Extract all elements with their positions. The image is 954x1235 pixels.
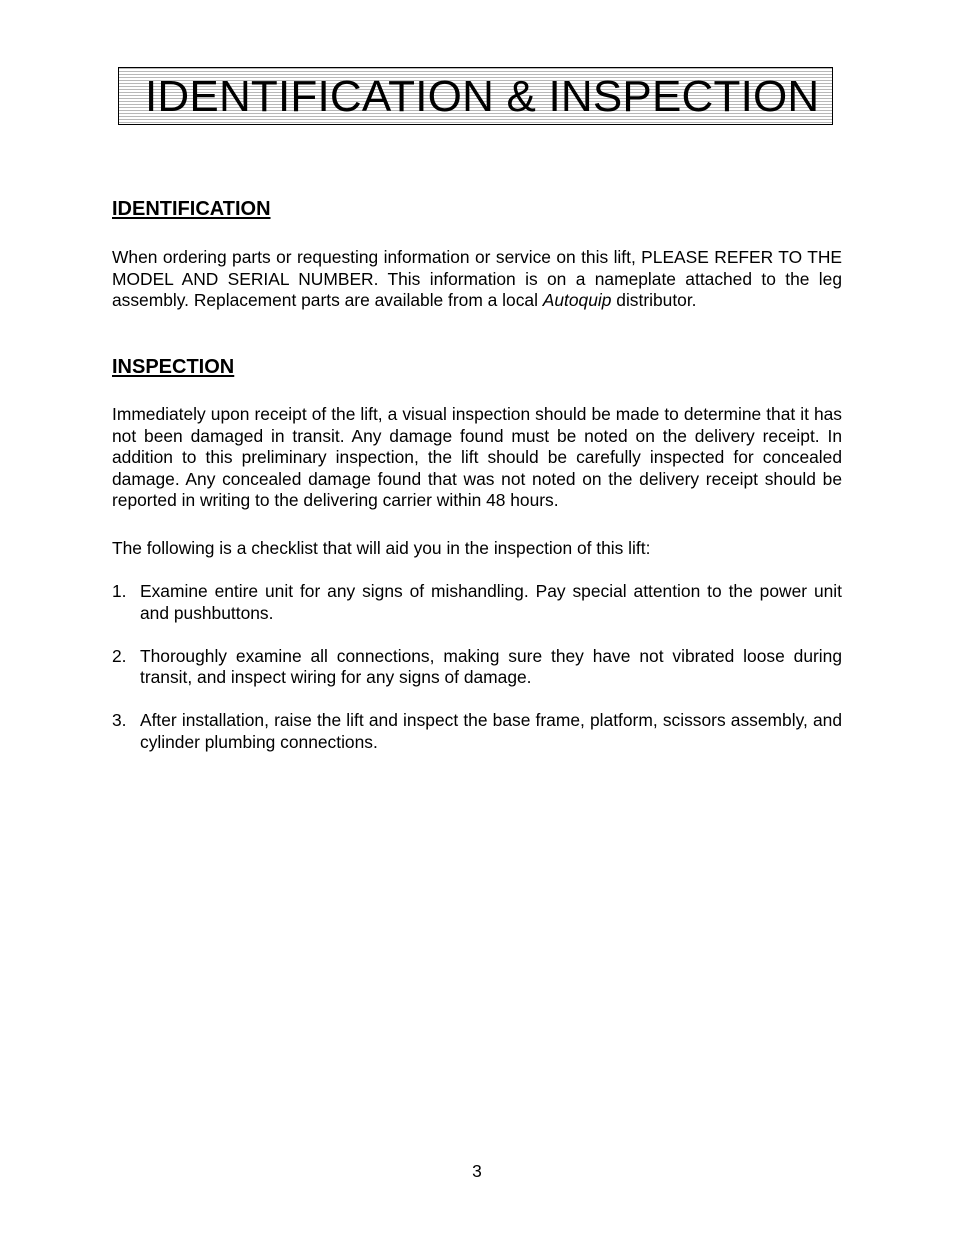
identification-text-end: distributor. [611,290,697,310]
inspection-heading: INSPECTION [112,356,235,378]
brand-name: Autoquip [542,290,612,310]
checklist-item-number: 2. [112,645,127,666]
page-title: IDENTIFICATION & INSPECTION [145,72,820,121]
checklist-item-number: 3. [112,710,127,730]
checklist-item-number: 1. [112,581,127,601]
inspection-checklist [112,581,842,775]
checklist-item-text: After installation, raise the lift and inspect the base frame, platform, scissors assembly, and cylinder plumbing connections. [140,710,842,752]
checklist-item [112,581,842,624]
identification-heading: IDENTIFICATION [112,198,271,220]
checklist-item-text: Thoroughly examine all connections, making sure they have not vibrated loose during transit, and inspect wiring for any signs of damage. [140,645,842,687]
checklist-item-text: Examine entire unit for any signs of mishandling. Pay special attention to the power unit and pushbuttons. [140,581,842,623]
inspection-paragraph: Immediately upon receipt of the lift, a visual inspection should be made to determine that it has not been damaged in transit. Any damage found must be noted on the delivery receipt. In addition to this preliminary inspection, the lift should be carefully inspected for concealed damage. Any concealed damage found that was not noted on the delivery receipt should be reported in writing to the delivering carrier within 48 hours. [112,404,842,510]
checklist-intro: The following is a checklist that will aid you in the inspection of this lift: [112,538,651,558]
identification-paragraph [112,247,842,312]
identification-text-start: When ordering parts or requesting information or service on this lift, PLEASE REFER TO THE MODEL AND SERIAL NUMBER. This information is on a nameplate attached to the leg assembly. Replacement parts are available from a local [112,247,842,310]
page-number: 3 [472,1161,482,1181]
checklist-item [112,710,842,753]
checklist-item [112,646,842,689]
page-title-banner [118,67,833,125]
